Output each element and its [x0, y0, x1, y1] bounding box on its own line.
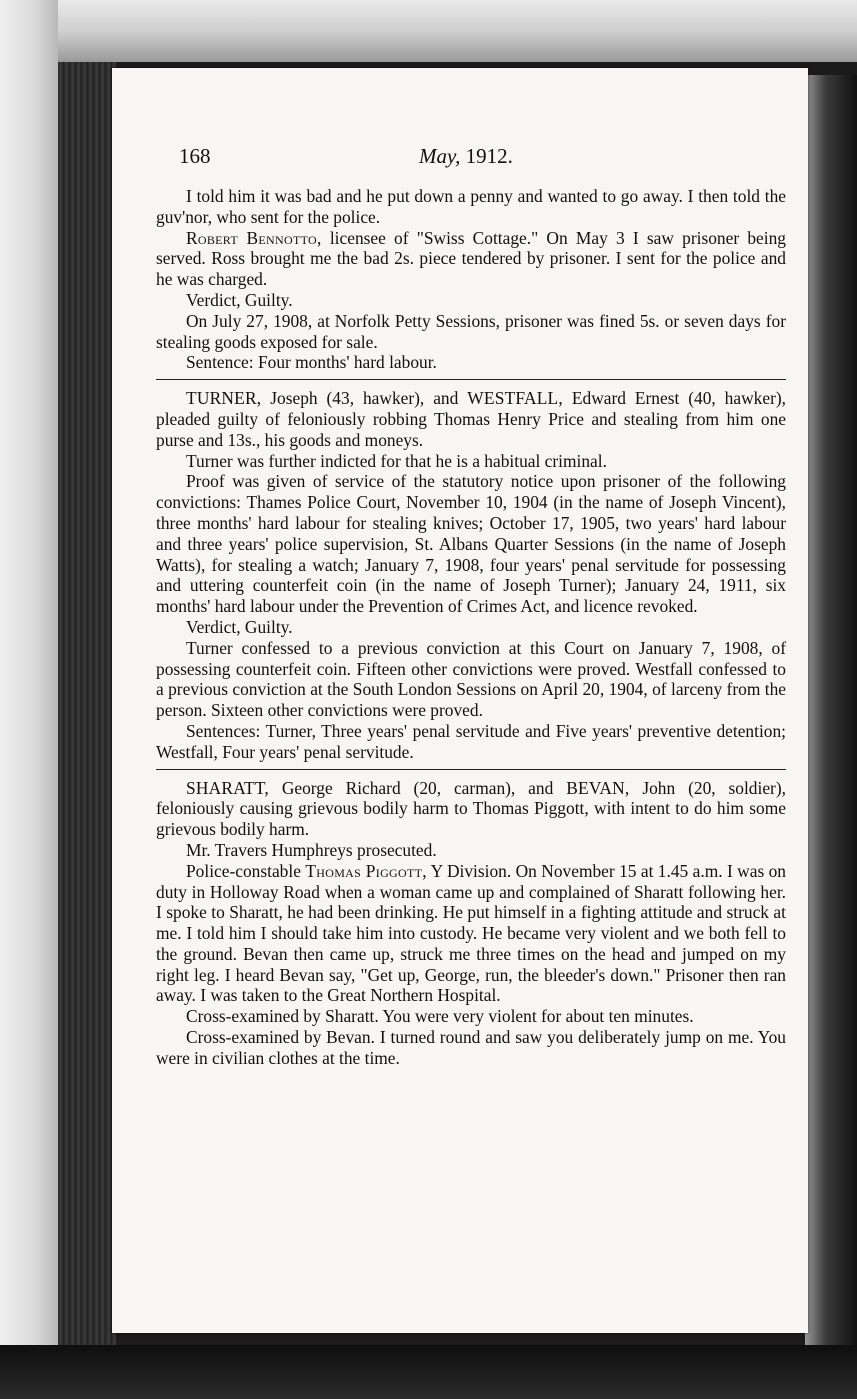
scan-left-margin — [0, 0, 58, 1399]
scan-bottom-margin — [0, 1345, 857, 1399]
paragraph: Mr. Travers Humphreys prosecuted. — [186, 839, 437, 860]
case-heading — [156, 388, 786, 450]
page-body — [156, 186, 786, 1069]
verdict: Verdict, Guilty. — [186, 289, 293, 310]
paragraph-text: Y Division. On November 15 at 1.45 a.m. I was on duty in Holloway Road when a woman came up and complained of Sharatt following her. I spoke to Sharatt, he had been drinking. He put himself in a fighting attitude and struck at me. I told him I should take him into custody. He became very violent and we both fell to the ground. Bevan then came up, struck me three times on the head and jumped on my right leg. I heard Bevan say, "Get up, George, run, the bleeder's down." Prisoner then ran away. I was taken to the Great Northern Hospital. — [156, 860, 787, 1006]
page-number: 168 — [179, 144, 211, 168]
paragraph: Cross-examined by Bevan. I turned round and saw you deliberately jump on me. You were in civilian clothes at the time. — [156, 1027, 786, 1068]
paragraph-text: George Richard (20, carman), and — [281, 777, 554, 798]
case-block-1 — [156, 186, 786, 373]
case-heading — [156, 778, 786, 840]
running-head-month: May, — [419, 144, 461, 168]
witness-name: Robert Bennotto, — [186, 227, 322, 248]
scan-top-margin — [0, 0, 857, 62]
paragraph: I told him it was bad and he put down a penny and wanted to go away. I then told the guv'nor, who sent for the police. — [156, 186, 786, 227]
sentence: Sentence: Four months' hard labour. — [186, 352, 437, 373]
paragraph — [156, 228, 786, 290]
defendant-name: WESTFALL, — [467, 388, 563, 409]
paragraph-text: licensee of "Swiss Cottage." On May 3 I saw prisoner being served. Ross brought me the bad 2s. piece tendered by prisoner. I sent for the police and he was charged. — [156, 227, 786, 290]
defendant-name: SHARATT, — [186, 777, 269, 798]
defendant-name: TURNER, — [186, 388, 262, 409]
page-header — [179, 144, 779, 170]
paragraph-text: Police-constable — [186, 860, 301, 881]
paragraph-text: Edward Ernest (40, hawker), pleaded guilty of feloniously robbing Thomas Henry Price and stealing from him one purse and 13s., his goods and moneys. — [156, 388, 787, 450]
case-divider — [156, 379, 786, 380]
paragraph: Cross-examined by Sharatt. You were very violent for about ten minutes. — [186, 1006, 694, 1027]
paragraph: Turner confessed to a previous conviction at this Court on January 7, 1908, of possessing counterfeit coin. Fifteen other convictions were proved. Westfall confessed to a previous conviction at the South London Sessions on April 20, 1904, of larceny from the person. Sixteen other convictions were proved. — [156, 637, 786, 721]
paragraph: Turner was further indicted for that he is a habitual criminal. — [186, 450, 607, 471]
case-divider — [156, 769, 786, 770]
paragraph: On July 27, 1908, at Norfolk Petty Sessions, prisoner was fined 5s. or seven days for stealing goods exposed for sale. — [156, 310, 786, 352]
defendant-name: BEVAN, — [566, 777, 630, 798]
paragraph — [156, 861, 786, 1007]
running-head — [419, 144, 513, 169]
witness-name: Thomas Piggott, — [305, 860, 427, 881]
verdict: Verdict, Guilty. — [186, 616, 293, 637]
book-binding — [58, 62, 116, 1352]
paragraph: Proof was given of service of the statutory notice upon prisoner of the following convictions: Thames Police Court, November 10, 1904 (in the name of Joseph Vincent), three months' hard labour for stealing knives; October 17, 1905, two years' hard labour and three years' police supervision, St. Albans Quarter Sessions (in the name of Joseph Watts), for stealing a watch; January 7, 1908, four years' penal servitude for possessing and uttering counterfeit coin (in the name of Joseph Turner); January 24, 1911, six months' hard labour under the Prevention of Crimes Act, and licence revoked. — [156, 471, 786, 617]
page-stack-edge — [805, 75, 857, 1345]
case-block-2 — [156, 388, 786, 762]
running-head-year: 1912. — [465, 144, 513, 168]
paragraph-text: John (20, soldier), feloniously causing grievous bodily harm to Thomas Piggott, with intent to do him some grievous bodily harm. — [156, 777, 786, 840]
book-page — [112, 68, 808, 1333]
sentence: Sentences: Turner, Three years' penal servitude and Five years' preventive detention; Westfall, Four years' penal servitude. — [156, 720, 786, 762]
case-block-3 — [156, 778, 786, 1069]
paragraph-text: Joseph (43, hawker), and — [270, 388, 459, 409]
